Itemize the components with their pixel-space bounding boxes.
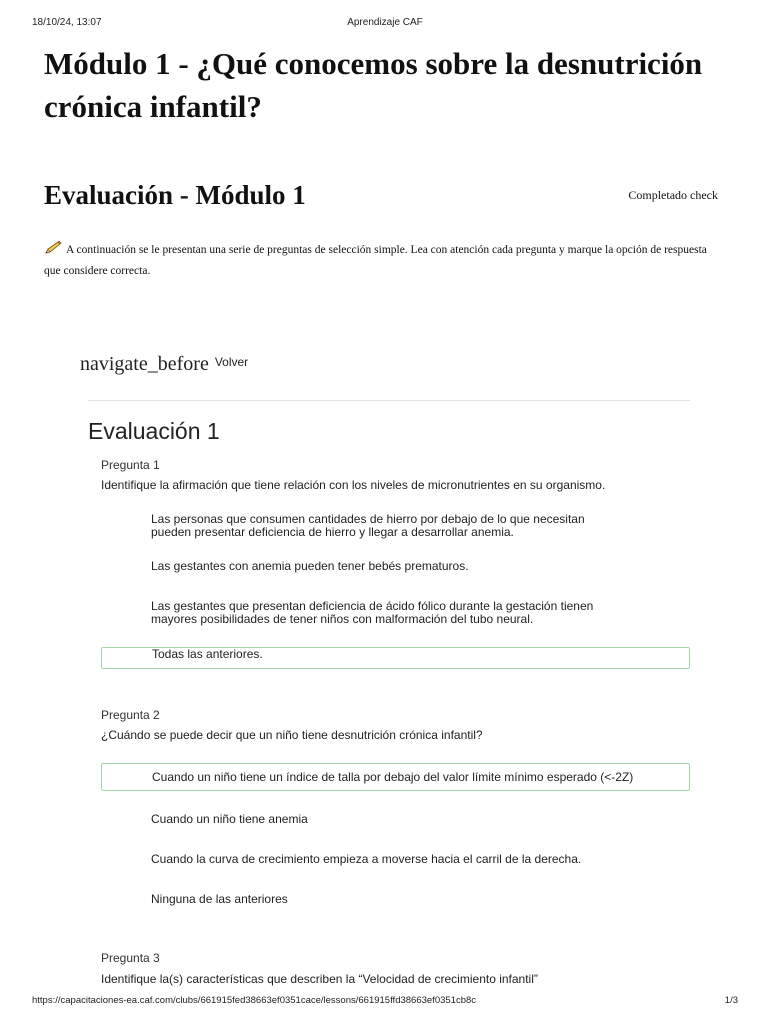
page-number: 1/3 [724, 995, 738, 1006]
navigate-before-icon: navigate_before [80, 353, 209, 375]
answer-option-label: Las gestantes que presentan deficiencia de ácido fólico durante la gestación tienen mayores posibilidades de tener niños con malformación del tubo neural. [151, 599, 594, 626]
back-label: Volver [214, 355, 249, 369]
answer-option-label: Cuando la curva de crecimiento empieza a moverse hacia el carril de la derecha. [151, 851, 582, 866]
module-title: Módulo 1 - ¿Qué conocemos sobre la desnutrición crónica infantil? [44, 46, 703, 124]
print-datetime: 18/10/24, 13:07 [32, 17, 102, 28]
intro-text: A continuación se le presentan una serie de preguntas de selección simple. Lea con atención cada pregunta y marque la opción de respuesta que considere correcta. [44, 244, 707, 277]
answer-option-label: Cuando un niño tiene un índice de talla por debajo del valor límite mínimo esperado (<-2Z) [152, 769, 634, 784]
question-text: Identifique la(s) características que describen la “Velocidad de crecimiento infantil” [101, 972, 538, 986]
question-number: Pregunta 3 [101, 951, 160, 965]
intro-paragraph [44, 240, 724, 282]
answer-option-label: Cuando un niño tiene anemia [151, 811, 308, 826]
answer-option-label: Todas las anteriores. [152, 647, 263, 661]
answer-option[interactable] [101, 557, 690, 575]
answer-option-label: Las personas que consumen cantidades de hierro por debajo de lo que necesitan pueden presentar deficiencia de hierro y llegar a desarrollar anemia. [151, 512, 585, 539]
answer-option[interactable] [101, 598, 690, 628]
answer-option-label: Las gestantes con anemia pueden tener bebés prematuros. [151, 558, 469, 573]
back-button[interactable] [80, 353, 248, 376]
print-footer [32, 995, 738, 1009]
question-text: Identifique la afirmación que tiene relación con los niveles de micronutrientes en su organismo. [101, 478, 606, 492]
evaluation-heading: Evaluación - Módulo 1 [44, 180, 306, 210]
completed-status: Completado check [628, 188, 718, 202]
question-number: Pregunta 1 [101, 458, 160, 472]
print-page-title: Aprendizaje CAF [347, 17, 423, 28]
divider [88, 400, 690, 401]
answer-option[interactable] [101, 890, 690, 908]
page-url: https://capacitaciones-ea.caf.com/clubs/661915fed38663ef0351cace/lessons/661915ffd38663ef0351cb8c [32, 995, 477, 1006]
print-header [32, 17, 738, 31]
question-number: Pregunta 2 [101, 708, 160, 722]
question-text: ¿Cuándo se puede decir que un niño tiene desnutrición crónica infantil? [101, 728, 483, 742]
quiz-title: Evaluación 1 [88, 418, 220, 444]
answer-option[interactable] [101, 850, 690, 868]
answer-option[interactable] [101, 810, 690, 828]
answer-option-selected[interactable] [101, 763, 690, 791]
answer-option-label: Ninguna de las anteriores [151, 891, 288, 906]
pencil-icon [44, 241, 62, 255]
answer-option[interactable] [101, 511, 690, 541]
answer-option-selected[interactable] [101, 647, 690, 669]
